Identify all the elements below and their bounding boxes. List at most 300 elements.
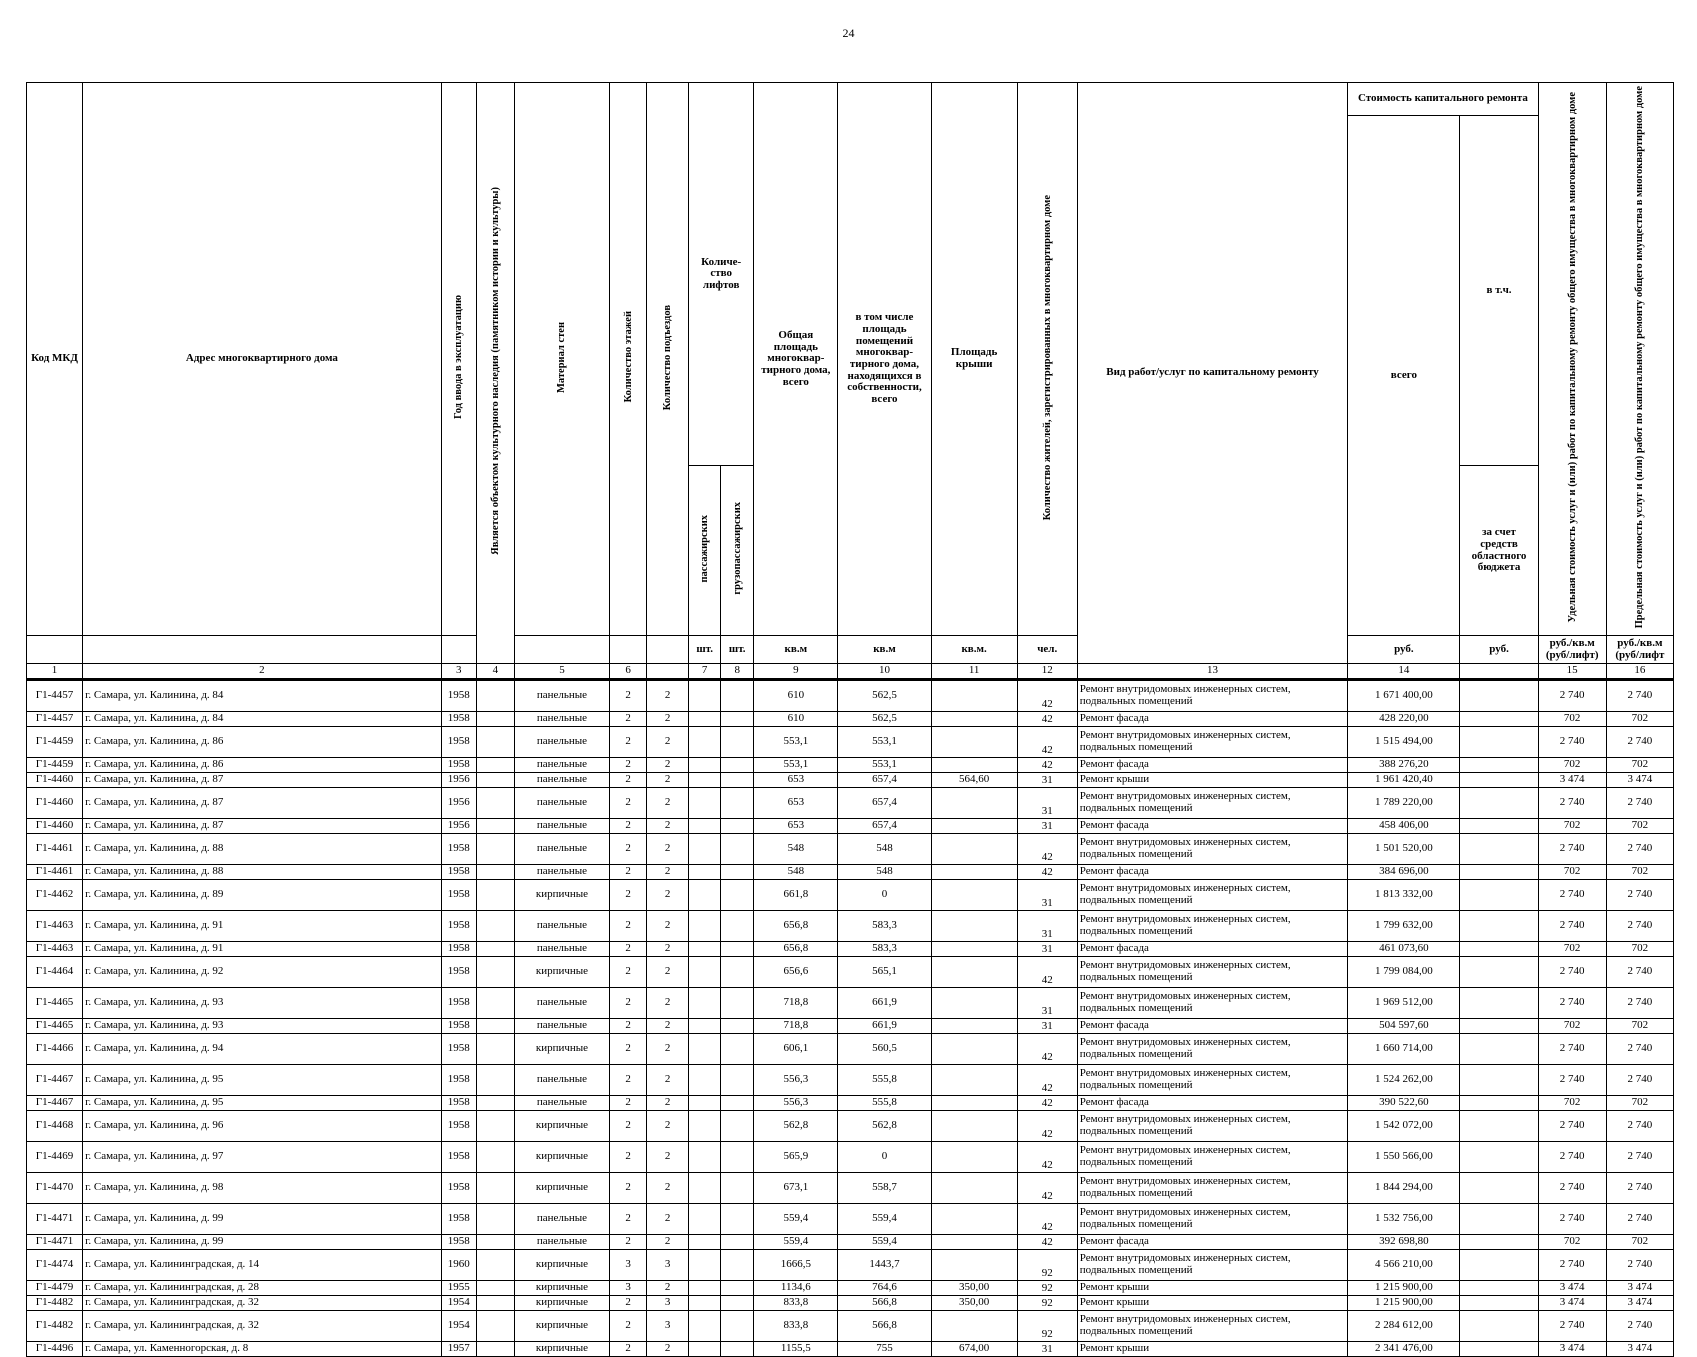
cell-entrances: 3 bbox=[647, 1311, 689, 1342]
cell-residents: 42 bbox=[1017, 1173, 1077, 1204]
cell-cost-regional bbox=[1460, 834, 1538, 865]
cell-limit-cost: 2 740 bbox=[1606, 680, 1673, 712]
cell-code: Г1-4463 bbox=[27, 942, 83, 957]
cell-lifts-pass bbox=[689, 911, 721, 942]
cell-cost-total: 392 698,80 bbox=[1348, 1235, 1460, 1250]
cell-area-owned: 566,8 bbox=[838, 1296, 931, 1311]
cell-limit-cost: 702 bbox=[1606, 1096, 1673, 1111]
cell-work-type: Ремонт внутридомовых инженерных систем, подвальных помещений bbox=[1077, 788, 1347, 819]
table-row bbox=[27, 988, 1674, 1019]
cell-area-total: 548 bbox=[754, 865, 838, 880]
cell-entrances: 2 bbox=[647, 988, 689, 1019]
cell-year: 1958 bbox=[441, 880, 476, 911]
cell-work-type: Ремонт внутридомовых инженерных систем, подвальных помещений bbox=[1077, 834, 1347, 865]
header-entrances: Количество подъездов bbox=[647, 83, 689, 636]
cell-floors: 2 bbox=[610, 957, 647, 988]
cell-floors: 2 bbox=[610, 880, 647, 911]
cell-unit-cost: 2 740 bbox=[1538, 788, 1606, 819]
table-row bbox=[27, 1204, 1674, 1235]
table-row bbox=[27, 1311, 1674, 1342]
cell-code: Г1-4465 bbox=[27, 1019, 83, 1034]
cell-lifts-pass bbox=[689, 957, 721, 988]
cell-wall: панельные bbox=[514, 1065, 609, 1096]
cell-area-total: 673,1 bbox=[754, 1173, 838, 1204]
cell-cost-total: 428 220,00 bbox=[1348, 712, 1460, 727]
cell-cost-total: 1 215 900,00 bbox=[1348, 1296, 1460, 1311]
cell-limit-cost: 702 bbox=[1606, 865, 1673, 880]
cell-unit-cost: 2 740 bbox=[1538, 1204, 1606, 1235]
cell-area-total: 606,1 bbox=[754, 1034, 838, 1065]
header-code: Код МКД bbox=[27, 83, 83, 636]
cell-unit-cost: 702 bbox=[1538, 1019, 1606, 1034]
cell-floors: 2 bbox=[610, 727, 647, 758]
cell-code: Г1-4461 bbox=[27, 834, 83, 865]
cell-roof-area bbox=[931, 1235, 1017, 1250]
cell-address: г. Самара, ул. Калинина, д. 95 bbox=[83, 1065, 442, 1096]
cell-area-owned: 1443,7 bbox=[838, 1250, 931, 1281]
cell-year: 1958 bbox=[441, 988, 476, 1019]
cell-address: г. Самара, ул. Калинина, д. 99 bbox=[83, 1204, 442, 1235]
cell-heritage bbox=[476, 1065, 514, 1096]
cell-heritage bbox=[476, 865, 514, 880]
cell-code: Г1-4457 bbox=[27, 712, 83, 727]
cell-year: 1958 bbox=[441, 834, 476, 865]
cell-address: г. Самара, ул. Калинина, д. 86 bbox=[83, 727, 442, 758]
cell-lifts-pass bbox=[689, 942, 721, 957]
cell-cost-regional bbox=[1460, 1019, 1538, 1034]
cell-work-type: Ремонт фасада bbox=[1077, 1096, 1347, 1111]
cell-floors: 2 bbox=[610, 788, 647, 819]
cell-roof-area bbox=[931, 1034, 1017, 1065]
cell-lifts-pass bbox=[689, 819, 721, 834]
cell-floors: 2 bbox=[610, 1111, 647, 1142]
cell-entrances: 2 bbox=[647, 942, 689, 957]
cell-roof-area bbox=[931, 1096, 1017, 1111]
cell-heritage bbox=[476, 819, 514, 834]
cell-roof-area bbox=[931, 758, 1017, 773]
cell-unit-cost: 3 474 bbox=[1538, 1342, 1606, 1357]
cell-cost-total: 388 276,20 bbox=[1348, 758, 1460, 773]
cell-entrances: 2 bbox=[647, 773, 689, 788]
cell-residents: 31 bbox=[1017, 1342, 1077, 1357]
unit-limit-cost: руб./кв.м (руб/лифт bbox=[1606, 636, 1673, 664]
cell-area-owned: 555,8 bbox=[838, 1065, 931, 1096]
cell-wall: панельные bbox=[514, 911, 609, 942]
column-number: 14 bbox=[1348, 664, 1460, 680]
cell-cost-total: 2 341 476,00 bbox=[1348, 1342, 1460, 1357]
cell-lifts-cargo bbox=[721, 712, 754, 727]
cell-cost-total: 458 406,00 bbox=[1348, 819, 1460, 834]
cell-lifts-pass bbox=[689, 1096, 721, 1111]
cell-address: г. Самара, ул. Калинина, д. 92 bbox=[83, 957, 442, 988]
cell-floors: 2 bbox=[610, 1034, 647, 1065]
cell-floors: 2 bbox=[610, 1142, 647, 1173]
cell-heritage bbox=[476, 712, 514, 727]
cell-heritage bbox=[476, 1281, 514, 1296]
cell-code: Г1-4460 bbox=[27, 773, 83, 788]
cell-area-total: 833,8 bbox=[754, 1296, 838, 1311]
cell-lifts-cargo bbox=[721, 1250, 754, 1281]
unit-entrances bbox=[647, 636, 689, 664]
cell-floors: 2 bbox=[610, 834, 647, 865]
cell-floors: 3 bbox=[610, 1250, 647, 1281]
column-number: 12 bbox=[1017, 664, 1077, 680]
cell-work-type: Ремонт внутридомовых инженерных систем, подвальных помещений bbox=[1077, 988, 1347, 1019]
cell-residents: 42 bbox=[1017, 834, 1077, 865]
cell-cost-total: 1 969 512,00 bbox=[1348, 988, 1460, 1019]
cell-residents: 42 bbox=[1017, 758, 1077, 773]
cell-cost-total: 1 660 714,00 bbox=[1348, 1034, 1460, 1065]
cell-heritage bbox=[476, 834, 514, 865]
cell-residents: 31 bbox=[1017, 773, 1077, 788]
cell-lifts-cargo bbox=[721, 1204, 754, 1235]
cell-unit-cost: 3 474 bbox=[1538, 1296, 1606, 1311]
cell-address: г. Самара, ул. Калинина, д. 93 bbox=[83, 988, 442, 1019]
cell-cost-total: 1 789 220,00 bbox=[1348, 788, 1460, 819]
column-number: 11 bbox=[931, 664, 1017, 680]
column-number bbox=[1460, 664, 1538, 680]
cell-lifts-pass bbox=[689, 1034, 721, 1065]
cell-wall: панельные bbox=[514, 773, 609, 788]
cell-lifts-pass bbox=[689, 865, 721, 880]
cell-cost-regional bbox=[1460, 773, 1538, 788]
cell-unit-cost: 702 bbox=[1538, 712, 1606, 727]
cell-code: Г1-4471 bbox=[27, 1204, 83, 1235]
cell-roof-area bbox=[931, 727, 1017, 758]
cell-unit-cost: 3 474 bbox=[1538, 773, 1606, 788]
cell-limit-cost: 702 bbox=[1606, 712, 1673, 727]
cell-lifts-cargo bbox=[721, 1342, 754, 1357]
cell-code: Г1-4470 bbox=[27, 1173, 83, 1204]
cell-work-type: Ремонт внутридомовых инженерных систем, подвальных помещений bbox=[1077, 880, 1347, 911]
cell-cost-regional bbox=[1460, 1204, 1538, 1235]
cell-entrances: 2 bbox=[647, 1235, 689, 1250]
cell-unit-cost: 2 740 bbox=[1538, 1034, 1606, 1065]
cell-entrances: 2 bbox=[647, 957, 689, 988]
cell-roof-area: 564,60 bbox=[931, 773, 1017, 788]
cell-entrances: 2 bbox=[647, 1065, 689, 1096]
cell-work-type: Ремонт фасада bbox=[1077, 1235, 1347, 1250]
cell-code: Г1-4469 bbox=[27, 1142, 83, 1173]
cell-lifts-cargo bbox=[721, 1096, 754, 1111]
cell-code: Г1-4471 bbox=[27, 1235, 83, 1250]
cell-heritage bbox=[476, 1342, 514, 1357]
cell-area-total: 553,1 bbox=[754, 758, 838, 773]
cell-residents: 42 bbox=[1017, 1065, 1077, 1096]
cell-lifts-pass bbox=[689, 988, 721, 1019]
unit-wall bbox=[514, 636, 609, 664]
cell-area-total: 656,8 bbox=[754, 911, 838, 942]
cell-address: г. Самара, ул. Калинина, д. 86 bbox=[83, 758, 442, 773]
cell-year: 1958 bbox=[441, 1019, 476, 1034]
cell-year: 1958 bbox=[441, 758, 476, 773]
cell-lifts-cargo bbox=[721, 1034, 754, 1065]
column-number: 6 bbox=[610, 664, 647, 680]
cell-limit-cost: 2 740 bbox=[1606, 727, 1673, 758]
cell-heritage bbox=[476, 911, 514, 942]
cell-year: 1958 bbox=[441, 680, 476, 712]
cell-heritage bbox=[476, 1296, 514, 1311]
cell-entrances: 2 bbox=[647, 1019, 689, 1034]
cell-work-type: Ремонт крыши bbox=[1077, 1342, 1347, 1357]
cell-code: Г1-4459 bbox=[27, 758, 83, 773]
cell-lifts-cargo bbox=[721, 865, 754, 880]
cell-area-owned: 583,3 bbox=[838, 911, 931, 942]
column-number: 16 bbox=[1606, 664, 1673, 680]
cell-wall: панельные bbox=[514, 865, 609, 880]
cell-area-total: 556,3 bbox=[754, 1065, 838, 1096]
header-cost-incl: в т.ч. bbox=[1460, 116, 1538, 466]
cell-lifts-pass bbox=[689, 1142, 721, 1173]
cell-lifts-pass bbox=[689, 727, 721, 758]
cell-heritage bbox=[476, 1034, 514, 1065]
cell-code: Г1-4463 bbox=[27, 911, 83, 942]
cell-work-type: Ремонт крыши bbox=[1077, 1296, 1347, 1311]
cell-roof-area bbox=[931, 1250, 1017, 1281]
cell-entrances: 3 bbox=[647, 1250, 689, 1281]
cell-area-owned: 566,8 bbox=[838, 1311, 931, 1342]
cell-heritage bbox=[476, 1235, 514, 1250]
cell-lifts-pass bbox=[689, 1342, 721, 1357]
table-row bbox=[27, 1173, 1674, 1204]
header-lifts: Количе-ство лифтов bbox=[689, 83, 754, 466]
cell-cost-total: 1 501 520,00 bbox=[1348, 834, 1460, 865]
cell-heritage bbox=[476, 1204, 514, 1235]
cell-limit-cost: 2 740 bbox=[1606, 1142, 1673, 1173]
cell-lifts-pass bbox=[689, 1204, 721, 1235]
cell-roof-area bbox=[931, 957, 1017, 988]
cell-residents: 92 bbox=[1017, 1250, 1077, 1281]
cell-residents: 42 bbox=[1017, 957, 1077, 988]
cell-floors: 2 bbox=[610, 1296, 647, 1311]
cell-area-owned: 657,4 bbox=[838, 773, 931, 788]
cell-cost-total: 390 522,60 bbox=[1348, 1096, 1460, 1111]
cell-entrances: 2 bbox=[647, 1281, 689, 1296]
column-number: 8 bbox=[721, 664, 754, 680]
cell-year: 1956 bbox=[441, 788, 476, 819]
cell-residents: 92 bbox=[1017, 1281, 1077, 1296]
cell-heritage bbox=[476, 1019, 514, 1034]
cell-work-type: Ремонт внутридомовых инженерных систем, подвальных помещений bbox=[1077, 911, 1347, 942]
unit-lifts-cargo: шт. bbox=[721, 636, 754, 664]
cell-wall: панельные bbox=[514, 819, 609, 834]
cell-roof-area bbox=[931, 680, 1017, 712]
table-row bbox=[27, 727, 1674, 758]
cell-limit-cost: 2 740 bbox=[1606, 1173, 1673, 1204]
cell-lifts-cargo bbox=[721, 880, 754, 911]
cell-roof-area: 350,00 bbox=[931, 1281, 1017, 1296]
cell-cost-total: 504 597,60 bbox=[1348, 1019, 1460, 1034]
cell-wall: кирпичные bbox=[514, 1111, 609, 1142]
table-row bbox=[27, 1034, 1674, 1065]
cell-heritage bbox=[476, 680, 514, 712]
cell-address: г. Самара, ул. Калинина, д. 87 bbox=[83, 819, 442, 834]
cell-entrances: 2 bbox=[647, 911, 689, 942]
cell-cost-total: 1 961 420,40 bbox=[1348, 773, 1460, 788]
cell-address: г. Самара, ул. Калинина, д. 99 bbox=[83, 1235, 442, 1250]
cell-code: Г1-4460 bbox=[27, 819, 83, 834]
cell-roof-area bbox=[931, 1111, 1017, 1142]
table-row bbox=[27, 1281, 1674, 1296]
cell-address: г. Самара, ул. Калинина, д. 97 bbox=[83, 1142, 442, 1173]
cell-year: 1958 bbox=[441, 1204, 476, 1235]
column-number: 9 bbox=[754, 664, 838, 680]
cell-lifts-pass bbox=[689, 1173, 721, 1204]
cell-unit-cost: 3 474 bbox=[1538, 1281, 1606, 1296]
cell-area-owned: 562,5 bbox=[838, 712, 931, 727]
cell-lifts-pass bbox=[689, 1111, 721, 1142]
cell-year: 1958 bbox=[441, 712, 476, 727]
cell-address: г. Самара, ул. Калининградская, д. 32 bbox=[83, 1311, 442, 1342]
cell-limit-cost: 3 474 bbox=[1606, 1281, 1673, 1296]
cell-area-owned: 553,1 bbox=[838, 758, 931, 773]
cell-entrances: 2 bbox=[647, 727, 689, 758]
cell-limit-cost: 2 740 bbox=[1606, 1311, 1673, 1342]
cell-cost-regional bbox=[1460, 1034, 1538, 1065]
cell-unit-cost: 2 740 bbox=[1538, 680, 1606, 712]
cell-wall: панельные bbox=[514, 788, 609, 819]
cell-floors: 2 bbox=[610, 1096, 647, 1111]
cell-limit-cost: 2 740 bbox=[1606, 1250, 1673, 1281]
cell-cost-regional bbox=[1460, 1096, 1538, 1111]
cell-year: 1954 bbox=[441, 1311, 476, 1342]
cell-work-type: Ремонт внутридомовых инженерных систем, подвальных помещений bbox=[1077, 1111, 1347, 1142]
cell-work-type: Ремонт внутридомовых инженерных систем, подвальных помещений bbox=[1077, 680, 1347, 712]
cell-cost-regional bbox=[1460, 988, 1538, 1019]
cell-unit-cost: 702 bbox=[1538, 1096, 1606, 1111]
unit-year bbox=[441, 636, 476, 664]
cell-lifts-pass bbox=[689, 712, 721, 727]
cell-address: г. Самара, ул. Калинина, д. 84 bbox=[83, 712, 442, 727]
cell-work-type: Ремонт внутридомовых инженерных систем, подвальных помещений bbox=[1077, 1034, 1347, 1065]
cell-wall: панельные bbox=[514, 1204, 609, 1235]
cell-lifts-cargo bbox=[721, 942, 754, 957]
cell-work-type: Ремонт внутридомовых инженерных систем, подвальных помещений bbox=[1077, 957, 1347, 988]
cell-wall: панельные bbox=[514, 1235, 609, 1250]
table-row bbox=[27, 865, 1674, 880]
cell-roof-area bbox=[931, 1173, 1017, 1204]
cell-entrances: 2 bbox=[647, 834, 689, 865]
cell-year: 1957 bbox=[441, 1342, 476, 1357]
cell-unit-cost: 2 740 bbox=[1538, 834, 1606, 865]
cell-unit-cost: 2 740 bbox=[1538, 1111, 1606, 1142]
cell-wall: панельные bbox=[514, 712, 609, 727]
cell-unit-cost: 2 740 bbox=[1538, 988, 1606, 1019]
cell-lifts-pass bbox=[689, 1019, 721, 1034]
unit-residents: чел. bbox=[1017, 636, 1077, 664]
cell-unit-cost: 2 740 bbox=[1538, 880, 1606, 911]
cell-lifts-cargo bbox=[721, 1311, 754, 1342]
cell-area-owned: 548 bbox=[838, 834, 931, 865]
cell-floors: 2 bbox=[610, 712, 647, 727]
cell-work-type: Ремонт крыши bbox=[1077, 773, 1347, 788]
cell-limit-cost: 2 740 bbox=[1606, 788, 1673, 819]
cell-unit-cost: 702 bbox=[1538, 819, 1606, 834]
cell-entrances: 2 bbox=[647, 1034, 689, 1065]
cell-address: г. Самара, ул. Калинина, д. 93 bbox=[83, 1019, 442, 1034]
table-row bbox=[27, 819, 1674, 834]
cell-entrances: 2 bbox=[647, 880, 689, 911]
header-residents: Количество жителей, зарегистрированных в многоквартирном доме bbox=[1017, 83, 1077, 636]
cell-address: г. Самара, ул. Калининградская, д. 28 bbox=[83, 1281, 442, 1296]
cell-wall: панельные bbox=[514, 1019, 609, 1034]
cell-limit-cost: 702 bbox=[1606, 819, 1673, 834]
cell-cost-regional bbox=[1460, 1311, 1538, 1342]
header-lifts-pass: пассажирских bbox=[689, 466, 721, 636]
cell-residents: 31 bbox=[1017, 819, 1077, 834]
cell-cost-regional bbox=[1460, 942, 1538, 957]
cell-area-total: 833,8 bbox=[754, 1311, 838, 1342]
cell-limit-cost: 702 bbox=[1606, 942, 1673, 957]
cell-area-total: 1155,5 bbox=[754, 1342, 838, 1357]
cell-cost-total: 1 799 632,00 bbox=[1348, 911, 1460, 942]
cell-area-owned: 657,4 bbox=[838, 819, 931, 834]
cell-lifts-pass bbox=[689, 773, 721, 788]
cell-wall: кирпичные bbox=[514, 1311, 609, 1342]
table-row bbox=[27, 1250, 1674, 1281]
cell-code: Г1-4466 bbox=[27, 1034, 83, 1065]
table-row bbox=[27, 680, 1674, 712]
cell-cost-regional bbox=[1460, 727, 1538, 758]
cell-year: 1956 bbox=[441, 773, 476, 788]
cell-cost-regional bbox=[1460, 865, 1538, 880]
cell-entrances: 2 bbox=[647, 819, 689, 834]
cell-lifts-cargo bbox=[721, 1281, 754, 1296]
cell-heritage bbox=[476, 1111, 514, 1142]
cell-area-owned: 558,7 bbox=[838, 1173, 931, 1204]
cell-roof-area bbox=[931, 819, 1017, 834]
cell-lifts-pass bbox=[689, 1281, 721, 1296]
cell-entrances: 2 bbox=[647, 1111, 689, 1142]
table-row bbox=[27, 911, 1674, 942]
cell-area-total: 1134,6 bbox=[754, 1281, 838, 1296]
cell-area-total: 718,8 bbox=[754, 988, 838, 1019]
cell-address: г. Самара, ул. Каменногорская, д. 8 bbox=[83, 1342, 442, 1357]
cell-address: г. Самара, ул. Калинина, д. 87 bbox=[83, 788, 442, 819]
cell-year: 1958 bbox=[441, 942, 476, 957]
cell-lifts-cargo bbox=[721, 788, 754, 819]
cell-area-owned: 555,8 bbox=[838, 1096, 931, 1111]
unit-roof-area: кв.м. bbox=[931, 636, 1017, 664]
cell-roof-area bbox=[931, 1065, 1017, 1096]
cell-year: 1956 bbox=[441, 819, 476, 834]
cell-address: г. Самара, ул. Калинина, д. 89 bbox=[83, 880, 442, 911]
cell-area-total: 553,1 bbox=[754, 727, 838, 758]
table-row bbox=[27, 1142, 1674, 1173]
header-year: Год ввода в эксплуатацию bbox=[441, 83, 476, 636]
cell-area-total: 653 bbox=[754, 819, 838, 834]
cell-cost-regional bbox=[1460, 1250, 1538, 1281]
cell-residents: 31 bbox=[1017, 988, 1077, 1019]
cell-heritage bbox=[476, 758, 514, 773]
cell-heritage bbox=[476, 957, 514, 988]
cell-heritage bbox=[476, 1142, 514, 1173]
cell-address: г. Самара, ул. Калинина, д. 91 bbox=[83, 942, 442, 957]
cell-year: 1958 bbox=[441, 1142, 476, 1173]
cell-residents: 31 bbox=[1017, 911, 1077, 942]
cell-area-total: 548 bbox=[754, 834, 838, 865]
cell-entrances: 2 bbox=[647, 788, 689, 819]
cell-address: г. Самара, ул. Калинина, д. 96 bbox=[83, 1111, 442, 1142]
cell-limit-cost: 3 474 bbox=[1606, 1296, 1673, 1311]
cell-code: Г1-4482 bbox=[27, 1296, 83, 1311]
cell-area-total: 661,8 bbox=[754, 880, 838, 911]
cell-lifts-pass bbox=[689, 1065, 721, 1096]
unit-lifts-pass: шт. bbox=[689, 636, 721, 664]
header-area-total: Общая площадь многоквар-тирного дома, всего bbox=[754, 83, 838, 636]
cell-cost-regional bbox=[1460, 758, 1538, 773]
cell-entrances: 2 bbox=[647, 1342, 689, 1357]
